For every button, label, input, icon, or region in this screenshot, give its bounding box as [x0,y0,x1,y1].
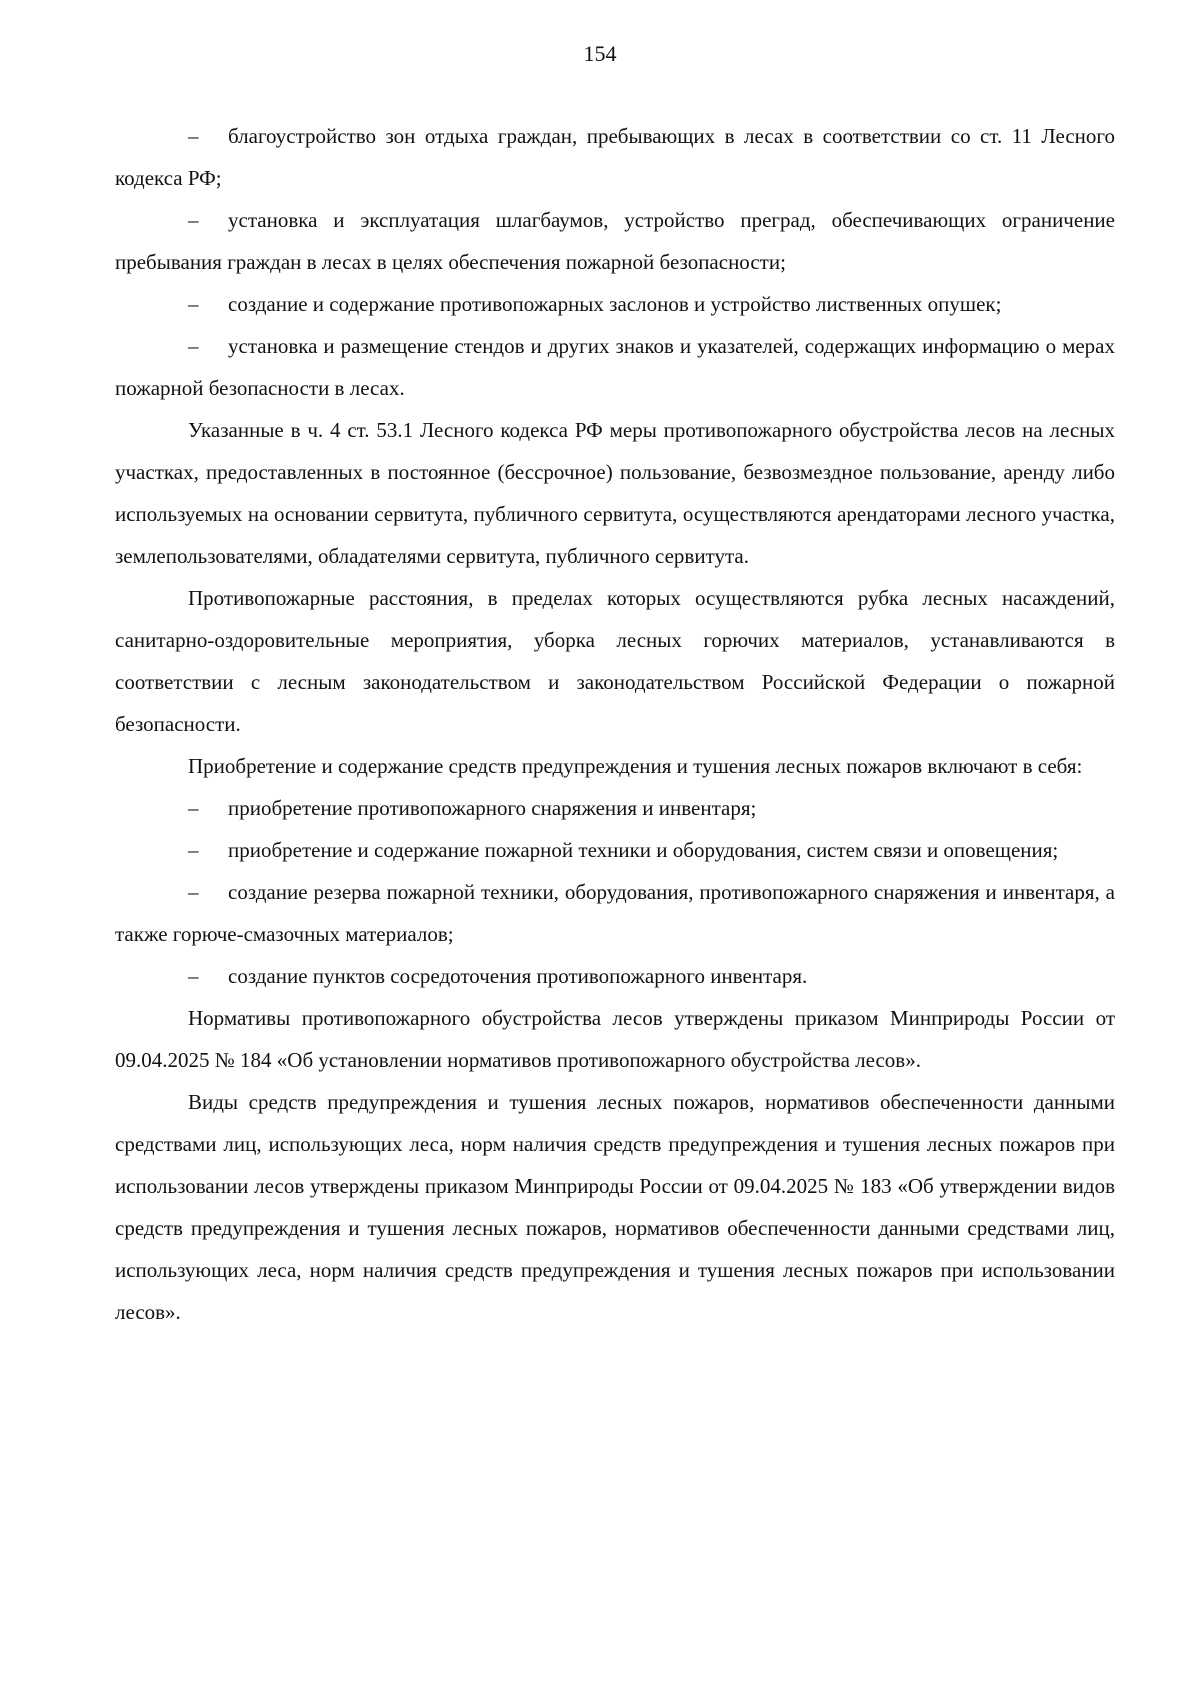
list-item-text: установка и размещение стендов и других знаков и указателей, содержащих информацию о мерах пожарной безопасности в лесах. [115,334,1115,400]
list-item [115,115,1115,199]
document-body [115,115,1115,1333]
list-item [115,871,1115,955]
list-item-text: создание и содержание противопожарных заслонов и устройство лиственных опушек; [228,292,1002,316]
list-item [115,829,1115,871]
list-item [115,325,1115,409]
paragraph: Виды средств предупреждения и тушения лесных пожаров, нормативов обеспеченности данными средствами лиц, использующих леса, норм наличия средств предупреждения и тушения лесных пожаров при использовании лесов утверждены приказом Минприроды России от 09.04.2025 № 183 «Об утверждении видов средств предупреждения и тушения лесных пожаров, нормативов обеспеченности данными средствами лиц, использующих леса, норм наличия средств предупреждения и тушения лесных пожаров при использовании лесов». [115,1090,1115,1324]
list-dash: – [188,880,199,904]
list-item-text: приобретение и содержание пожарной техники и оборудования, систем связи и оповещения; [228,838,1059,862]
list-item-text: установка и эксплуатация шлагбаумов, устройство преград, обеспечивающих ограничение пребывания граждан в лесах в целях обеспечения пожарной безопасности; [115,208,1115,274]
list-dash: – [188,292,199,316]
list-item [115,199,1115,283]
list-item [115,955,1115,997]
list-item-text: создание резерва пожарной техники, оборудования, противопожарного снаряжения и инвентаря, а также горюче-смазочных материалов; [115,880,1115,946]
paragraph: Противопожарные расстояния, в пределах которых осуществляются рубка лесных насаждений, санитарно-оздоровительные мероприятия, уборка лесных горючих материалов, устанавливаются в соответствии с лесным законодательством и законодательством Российской Федерации о пожарной безопасности. [115,586,1115,736]
list-dash: – [188,838,199,862]
list-item-text: создание пунктов сосредоточения противопожарного инвентаря. [228,964,808,988]
paragraph: Приобретение и содержание средств предупреждения и тушения лесных пожаров включают в себя: [188,754,1083,778]
list-dash: – [188,124,199,148]
list-item-text: приобретение противопожарного снаряжения и инвентаря; [228,796,757,820]
list-item [115,283,1115,325]
list-item [115,787,1115,829]
list-dash: – [188,796,199,820]
page-number: 154 [583,41,617,66]
list-item-text: благоустройство зон отдыха граждан, пребывающих в лесах в соответствии со ст. 11 Лесного кодекса РФ; [115,124,1115,190]
list-dash: – [188,208,199,232]
list-dash: – [188,334,199,358]
list-dash: – [188,964,199,988]
paragraph: Указанные в ч. 4 ст. 53.1 Лесного кодекса РФ меры противопожарного обустройства лесов на лесных участках, предоставленных в постоянное (бессрочное) пользование, безвозмездное пользование, аренду либо используемых на основании сервитута, публичного сервитута, осуществляются арендаторами лесного участка, землепользователями, обладателями сервитута, публичного сервитута. [115,418,1115,568]
paragraph: Нормативы противопожарного обустройства лесов утверждены приказом Минприроды России от 09.04.2025 № 184 «Об установлении нормативов противопожарного обустройства лесов». [115,1006,1115,1072]
